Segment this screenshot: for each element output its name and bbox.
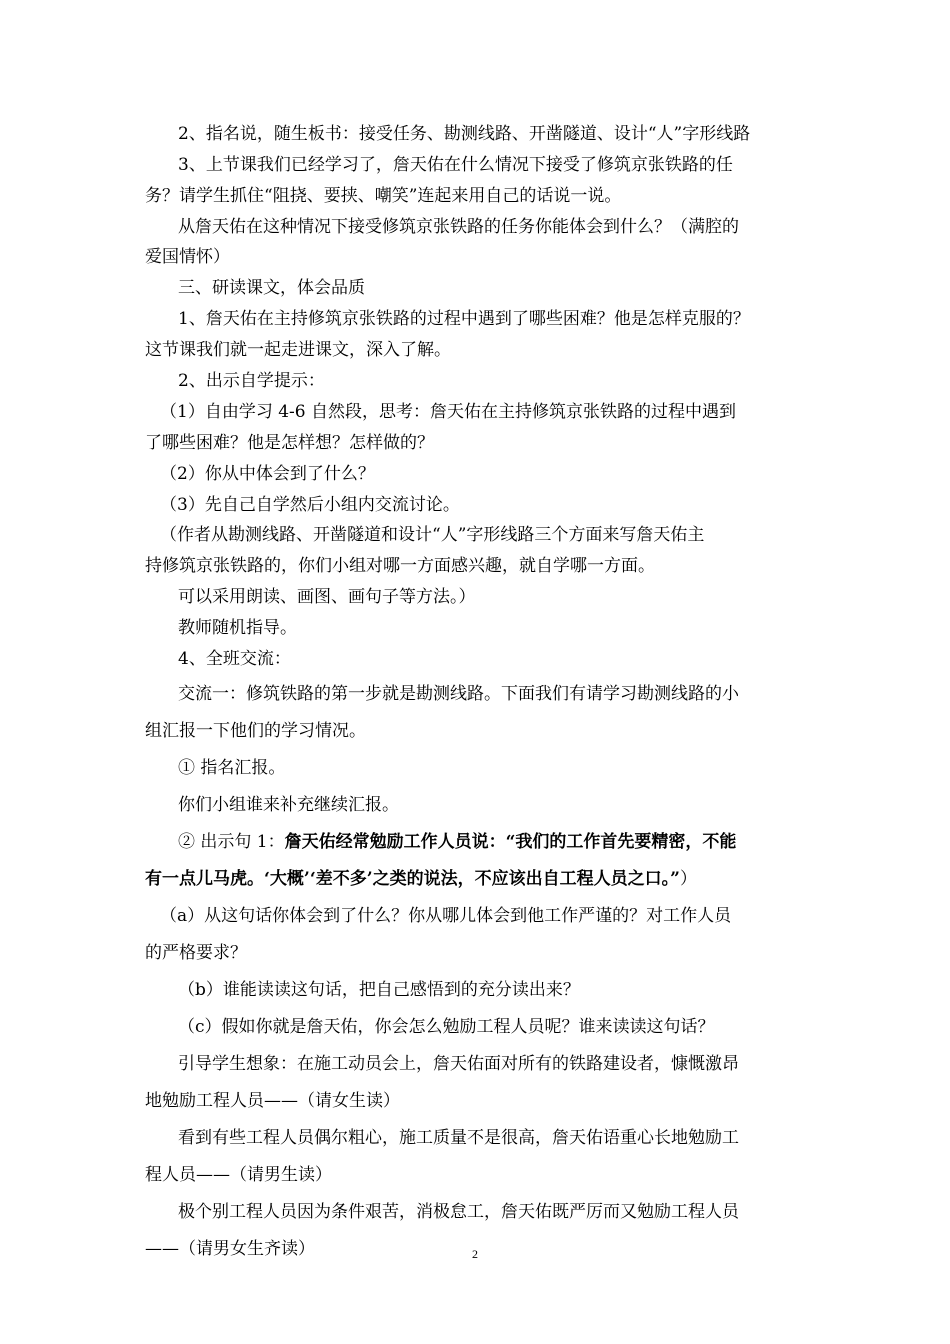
text-line: 4、全班交流： <box>178 649 291 669</box>
text-line: （1）自由学习 4-6 自然段，思考：詹天佑在主持修筑京张铁路的过程中遇到 <box>160 402 736 422</box>
text-line: 程人员——（请男生读） <box>145 1165 332 1185</box>
text-line: 从詹天佑在这种情况下接受修筑京张铁路的任务你能体会到什么？（满腔的 <box>178 217 739 237</box>
text-line: 教师随机指导。 <box>178 618 297 638</box>
text-line: （2）你从中体会到了什么？ <box>160 464 375 484</box>
text-line: 的严格要求？ <box>145 943 247 963</box>
text-line: 这节课我们就一起走进课文，深入了解。 <box>145 340 451 360</box>
section-heading: 三、研读课文，体会品质 <box>178 278 365 298</box>
text-line: 可以采用朗读、画图、画句子等方法。） <box>178 587 476 607</box>
text-line: 2、出示自学提示： <box>178 371 325 391</box>
text-line: 引导学生想象：在施工动员会上，詹天佑面对所有的铁路建设者，慷慨激昂 <box>178 1054 739 1074</box>
text-line: 务？请学生抓住“阻挠、要挟、嘲笑”连起来用自己的话说一说。 <box>145 186 622 206</box>
text-line: 爱国情怀） <box>145 247 230 267</box>
text-line: 你们小组谁来补充继续汇报。 <box>178 795 399 815</box>
text-line: （b）谁能读读这句话，把自己感悟到的充分读出来？ <box>178 980 580 1000</box>
text-line: 交流一：修筑铁路的第一步就是勘测线路。下面我们有请学习勘测线路的小 <box>178 684 739 704</box>
text-line: （3）先自己自学然后小组内交流讨论。 <box>160 495 460 515</box>
text-line: 看到有些工程人员偶尔粗心，施工质量不是很高，詹天佑语重心长地勉励工 <box>178 1128 739 1148</box>
text-line: ——（请男女生齐读） <box>145 1239 315 1259</box>
text-line: （作者从勘测线路、开凿隧道和设计“人”字形线路三个方面来写詹天佑主 <box>160 525 705 545</box>
page-number: 2 <box>472 1247 478 1261</box>
text-line: 了哪些困难？他是怎样想？怎样做的？ <box>145 433 434 453</box>
quote-close: ） <box>679 869 697 889</box>
text-line: 组汇报一下他们的学习情况。 <box>145 721 366 741</box>
text-line: ① 指名汇报。 <box>178 758 286 778</box>
text-line: 2、指名说，随生板书：接受任务、勘测线路、开凿隧道、设计“人”字形线路 <box>178 124 751 144</box>
quote-line <box>0 831 950 853</box>
text-line: 持修筑京张铁路的，你们小组对哪一方面感兴趣，就自学哪一方面。 <box>145 556 655 576</box>
text-line: （a）从这句话你体会到了什么？你从哪儿体会到他工作严谨的？对工作人员 <box>160 906 732 926</box>
text-line: 地勉励工程人员——（请女生读） <box>145 1091 400 1111</box>
text-line: 极个别工程人员因为条件艰苦，消极怠工，詹天佑既严厉而又勉励工程人员 <box>178 1202 739 1222</box>
text-line: 1、詹天佑在主持修筑京张铁路的过程中遇到了哪些困难？他是怎样克服的？ <box>178 309 750 329</box>
text-line: （c）假如你就是詹天佑，你会怎么勉励工程人员呢？谁来读读这句话？ <box>178 1017 715 1037</box>
text-line: 3、上节课我们已经学习了，詹天佑在什么情况下接受了修筑京张铁路的任 <box>178 155 733 175</box>
quote-text: 詹天佑经常勉励工作人员说：“我们的工作首先要精密，不能 <box>284 832 737 852</box>
quote-text: 有一点儿马虎。‘大概’‘差不多’之类的说法，不应该出自工程人员之口。” <box>145 869 680 889</box>
quote-intro: ② 出示句 1： <box>178 832 285 852</box>
quote-line <box>0 868 950 890</box>
